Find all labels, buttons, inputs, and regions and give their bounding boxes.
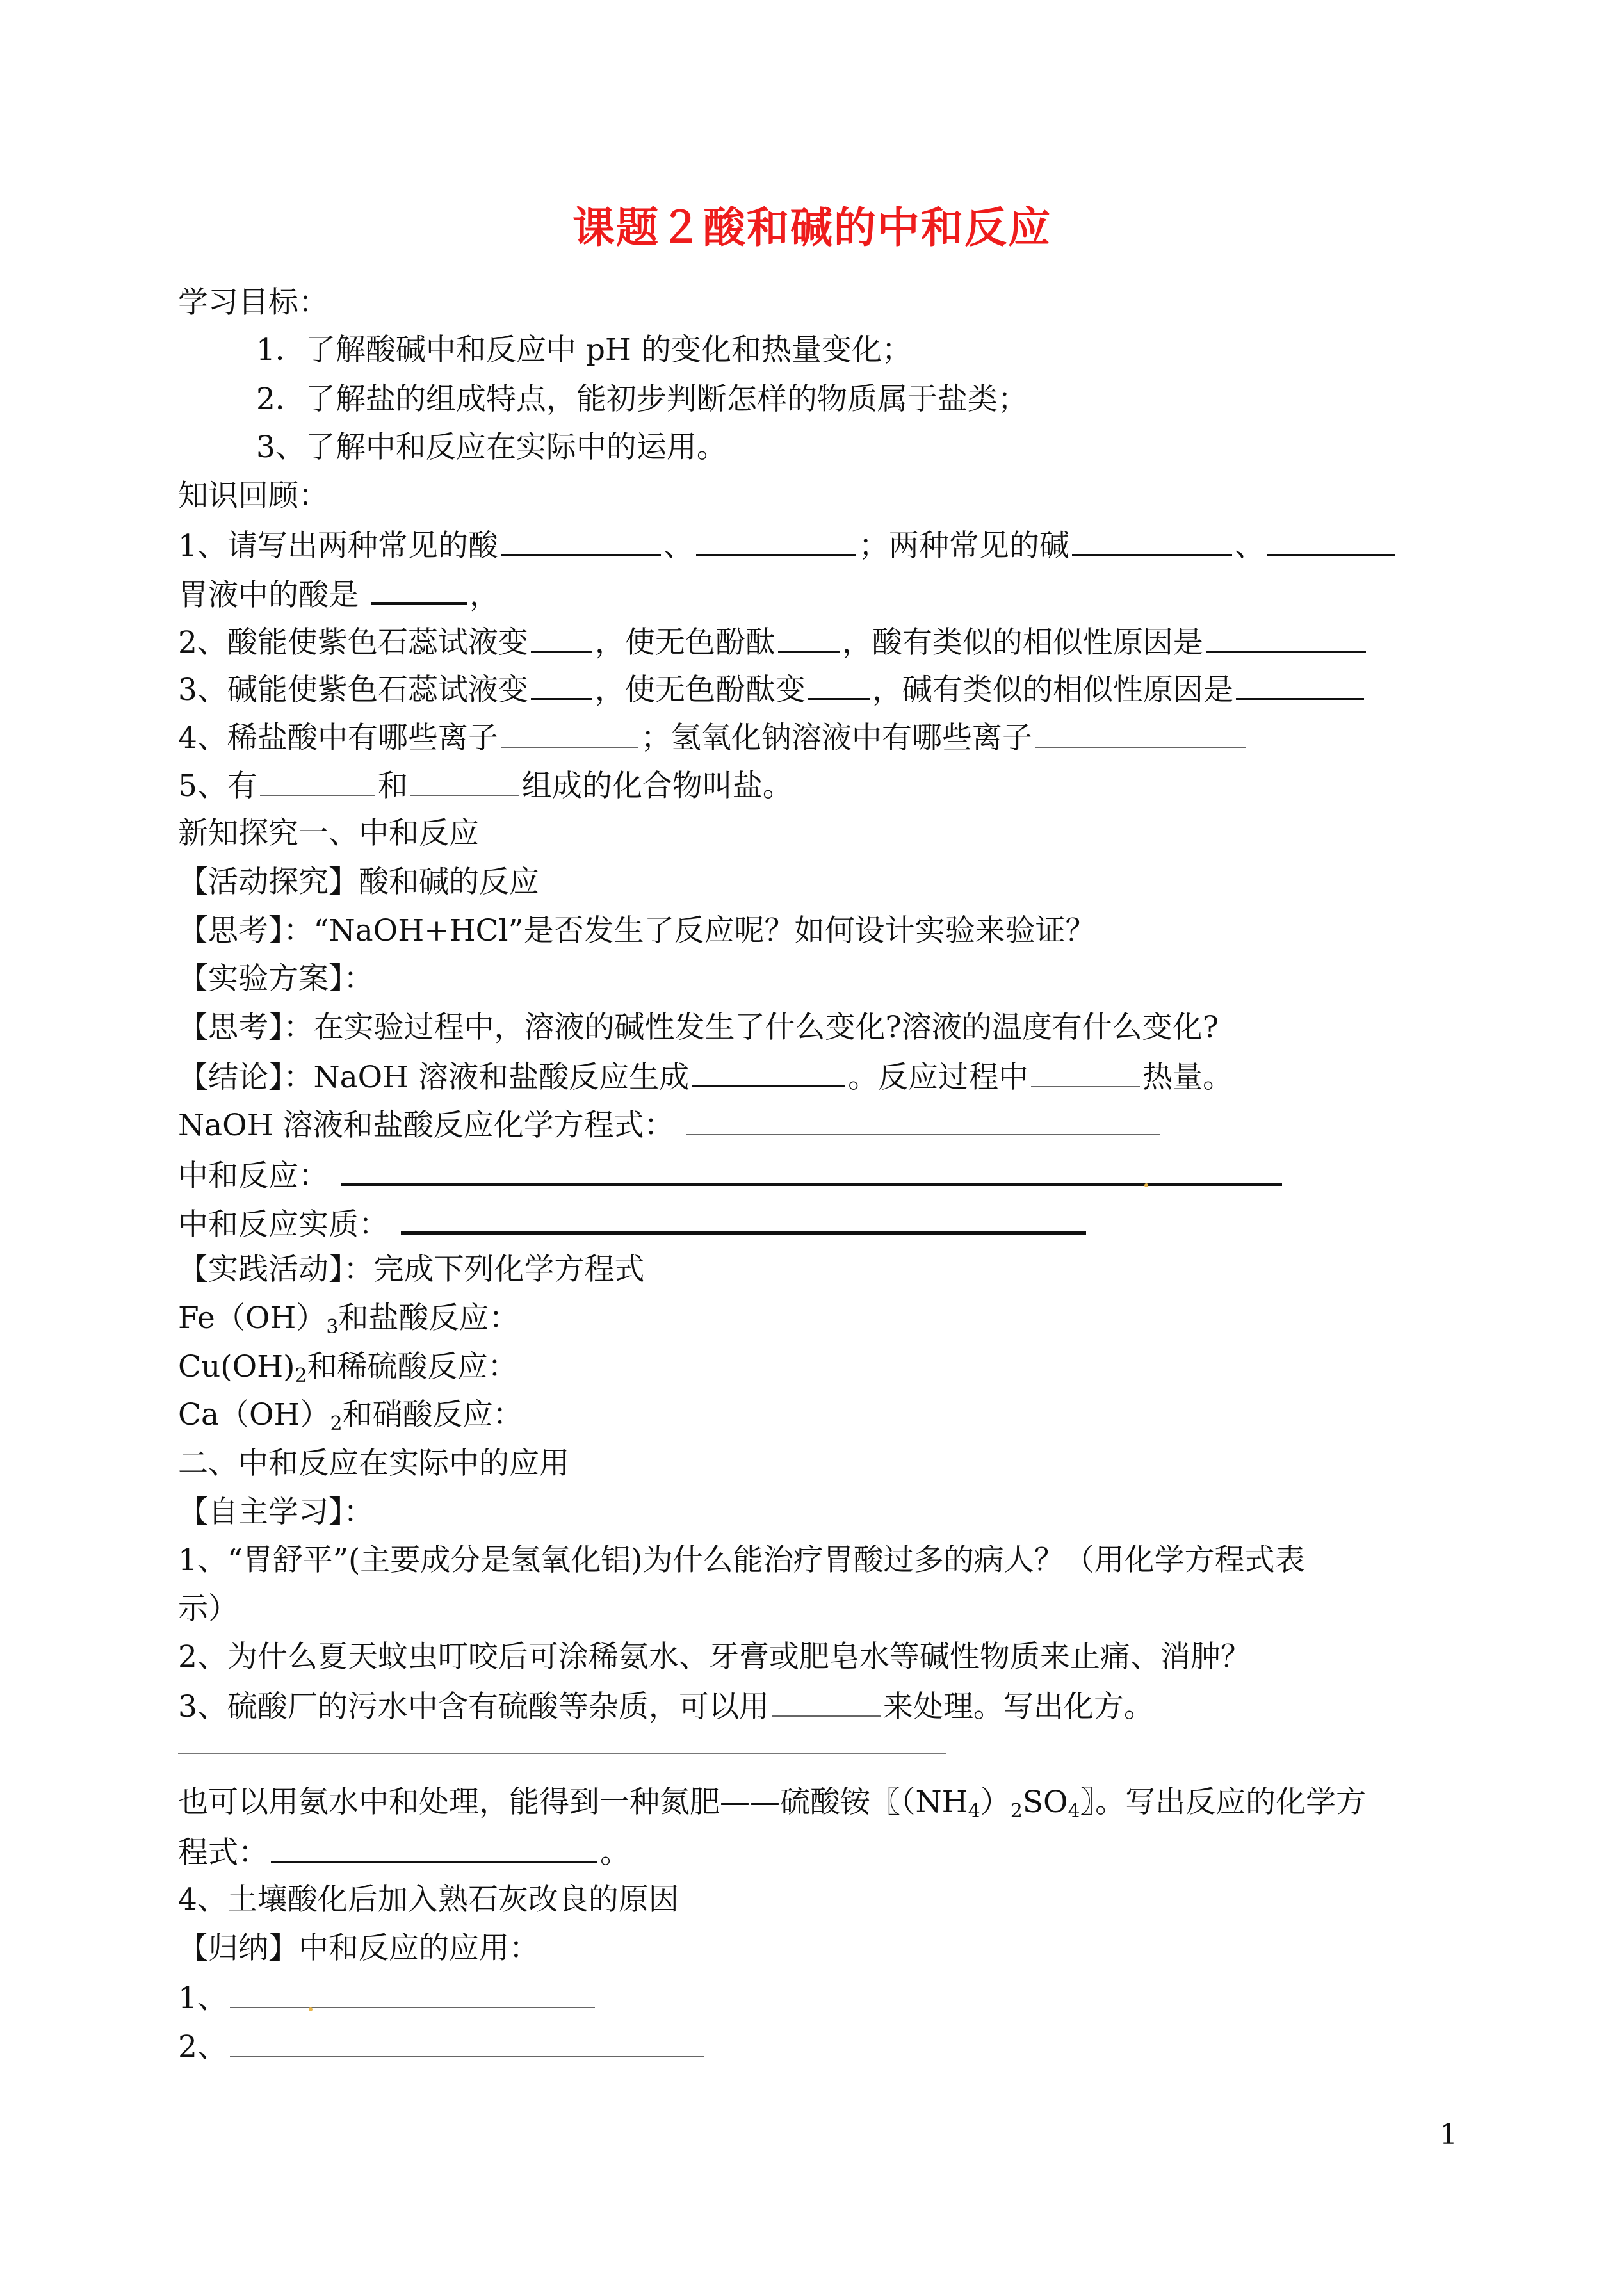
- answer-blank[interactable]: [501, 522, 661, 556]
- self-study-2: 2、为什么夏天蚊虫叮咬后可涂稀氨水、牙膏或肥皂水等碱性物质来止痛、消肿？: [178, 1639, 1251, 1675]
- answer-blank[interactable]: [696, 522, 856, 556]
- ammonia-text: 也可以用氨水中和处理，能得到一种氮肥——硫酸铵〖$(NH_4)_2SO_4$〗。写出反应的化学方: [178, 1785, 1367, 1822]
- answer-blank[interactable]: [271, 1829, 597, 1863]
- experiment-plan: 【实验方案】：: [178, 961, 374, 996]
- answer-blank[interactable]: [808, 666, 870, 700]
- answer-blank[interactable]: [531, 619, 592, 653]
- summary-2: 2、: [178, 2023, 706, 2070]
- answer-line[interactable]: [178, 1753, 946, 1754]
- summary-1: 1、: [178, 1975, 597, 2021]
- stray-mark: [309, 2007, 313, 2011]
- stray-mark: [1144, 1183, 1148, 1187]
- think-2: 【思考】：在实验过程中，溶液的碱性发生了什么变化?溶液的温度有什么变化?: [178, 1010, 1219, 1045]
- question-5: 5、有 和 组成的化合物叫盐。: [178, 763, 793, 809]
- goal-1: 1．了解酸碱中和反应中 pH 的变化和热量变化；: [256, 332, 912, 368]
- practice-cu: $Cu(OH)_2$和稀硫酸反应：: [178, 1349, 518, 1387]
- page-title: 课题２酸和碱的中和反应: [572, 202, 1052, 252]
- answer-blank[interactable]: [371, 570, 467, 605]
- question-2: 2、酸能使紫色石蕊试液变 ，使无色酚酞 ，酸有类似的相似性原因是: [178, 619, 1368, 665]
- practice-ca: $Ca(OH)_2$和硝酸反应：: [178, 1397, 523, 1435]
- answer-blank[interactable]: [1206, 619, 1366, 653]
- self-study-4: 4、土壤酸化后加入熟石灰改良的原因: [178, 1882, 679, 1917]
- self-study-1: 1、“胃舒平”(主要成分是氢氧化铝)为什么能治疗胃酸过多的病人？（用化学方程式表: [178, 1543, 1305, 1578]
- answer-blank[interactable]: [686, 1102, 1160, 1135]
- think-1: 【思考】：“NaOH+HCl”是否发生了反应呢？如何设计实验来验证？: [178, 913, 1096, 948]
- summary-heading: 【归纳】中和反应的应用：: [178, 1931, 539, 1966]
- answer-blank[interactable]: [1035, 715, 1246, 748]
- answer-blank[interactable]: [260, 763, 375, 796]
- goals-heading: 学习目标：: [178, 285, 329, 320]
- self-study-1-cont: 示）: [178, 1591, 238, 1626]
- self-study-heading: 【自主学习】：: [178, 1495, 374, 1530]
- conclusion: 【结论】：NaOH 溶液和盐酸反应生成 。反应过程中 热量。: [178, 1053, 1233, 1100]
- practice-heading: 【实践活动】：完成下列化学方程式: [178, 1252, 645, 1287]
- question-3: 3、碱能使紫色石蕊试液变 ，使无色酚酞变 ，碱有类似的相似性原因是: [178, 666, 1367, 713]
- answer-blank[interactable]: [501, 715, 638, 748]
- review-heading: 知识回顾：: [178, 478, 329, 514]
- answer-blank[interactable]: [1267, 522, 1395, 556]
- answer-blank[interactable]: [1236, 666, 1364, 700]
- section-explore: 新知探究一、中和反应: [178, 816, 479, 851]
- section-application: 二、中和反应在实际中的应用: [178, 1446, 569, 1481]
- answer-blank[interactable]: [778, 619, 840, 653]
- answer-blank[interactable]: [531, 666, 592, 700]
- answer-blank[interactable]: [692, 1053, 845, 1087]
- goal-2: 2．了解盐的组成特点，能初步判断怎样的物质属于盐类；: [256, 382, 1028, 417]
- answer-blank[interactable]: [401, 1199, 1086, 1235]
- question-1-cont: 胃液中的酸是 ，: [178, 570, 499, 618]
- answer-blank[interactable]: [230, 1975, 595, 2008]
- activity-heading: 【活动探究】酸和碱的反应: [178, 864, 539, 900]
- page-number: 1: [1440, 2118, 1458, 2151]
- goal-3: 3、了解中和反应在实际中的运用。: [256, 430, 727, 465]
- answer-blank[interactable]: [410, 763, 519, 796]
- neutralization-definition: 中和反应：: [178, 1151, 1285, 1199]
- equation-line: NaOH 溶液和盐酸反应化学方程式：: [178, 1102, 1163, 1148]
- question-1: 1、请写出两种常见的酸 、 ；两种常见的碱 、: [178, 522, 1398, 569]
- question-4: 4、稀盐酸中有哪些离子 ；氢氧化钠溶液中有哪些离子: [178, 715, 1249, 761]
- practice-fe: $Fe(OH)_3$和盐酸反应：: [178, 1301, 519, 1338]
- neutralization-essence: 中和反应实质：: [178, 1199, 1089, 1247]
- ammonia-text-cont: 程式： 。: [178, 1829, 630, 1876]
- answer-blank[interactable]: [341, 1151, 1282, 1186]
- answer-blank[interactable]: [1072, 522, 1232, 556]
- answer-blank[interactable]: [1031, 1054, 1140, 1087]
- answer-blank[interactable]: [230, 2023, 704, 2057]
- self-study-3: 3、硫酸厂的污水中含有硫酸等杂质，可以用 来处理。写出化方。: [178, 1683, 1154, 1730]
- answer-blank[interactable]: [772, 1683, 881, 1717]
